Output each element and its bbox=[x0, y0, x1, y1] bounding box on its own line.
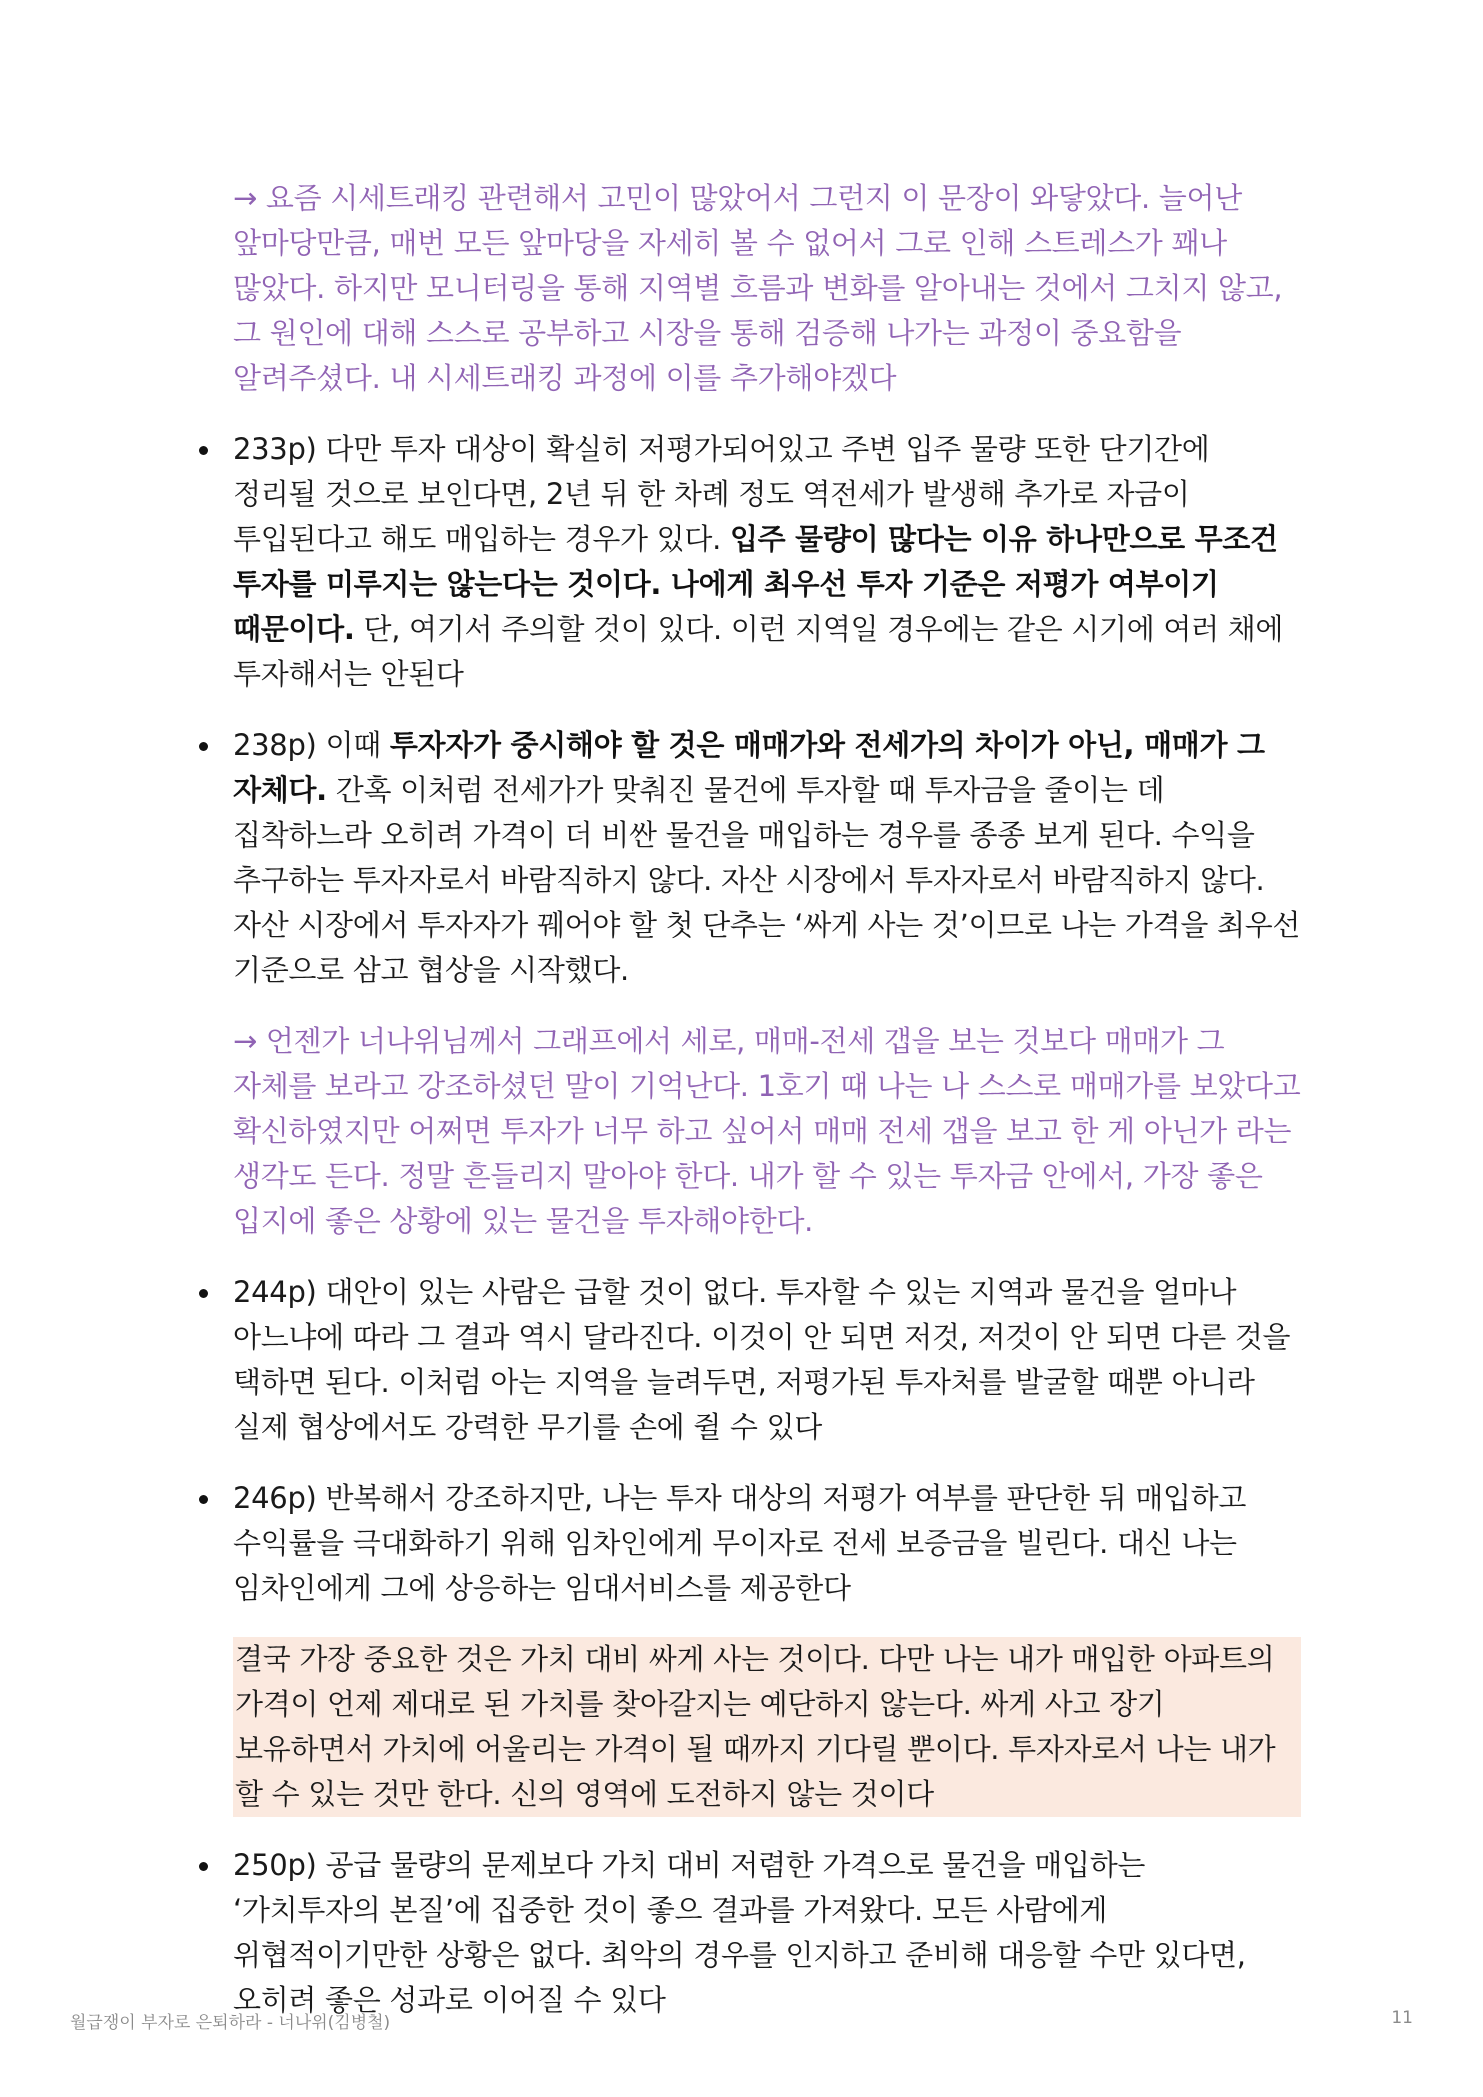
bullet-item-246p bbox=[233, 1476, 1301, 1611]
reflection-note-1: → 요즘 시세트래킹 관련해서 고민이 많았어서 그런지 이 문장이 와닿았다. 늘어난 앞마당만큼, 매번 모든 앞마당을 자세히 볼 수 없어서 그로 인해 스트레스가 꽤나 많았다. 하지만 모니터링을 통해 지역별 흐름과 변화를 알아내는 것에서 그치지 않고, 그 원인에 대해 스스로 공부하고 시장을 통해 검증해 나가는 과정이 중요함을 알려주셨다. 내 시세트래킹 과정에 이를 추가해야겠다 bbox=[233, 181, 1283, 395]
bullet-dot-icon bbox=[199, 742, 208, 751]
bullet-bold-text: 투자자가 중시해야 할 것은 매매가와 전세가의 차이가 아닌, 매매가 그 자체다. bbox=[233, 728, 1265, 807]
footer-page-number: 11 bbox=[1391, 2008, 1413, 2028]
highlighted-quote: 결국 가장 중요한 것은 가치 대비 싸게 사는 것이다. 다만 나는 내가 매입한 아파트의 가격이 언제 제대로 된 가치를 찾아갈지는 예단하지 않는다. 싸게 사고 장기 보유하면서 가치에 어울리는 가격이 될 때까지 기다릴 뿐이다. 투자자로서 나는 내가 할 수 있는 것만 한다. 신의 영역에 도전하지 않는 것이다 bbox=[233, 1637, 1301, 1817]
page-content bbox=[233, 176, 1301, 2049]
bullet-text: 246p) 반복해서 강조하지만, 나는 투자 대상의 저평가 여부를 판단한 뒤 매입하고 수익률을 극대화하기 위해 임차인에게 무이자로 전세 보증금을 빌린다. 대신 나는 임차인에게 그에 상응하는 임대서비스를 제공한다 bbox=[233, 1481, 1247, 1605]
bullet-text: 233p) 다만 투자 대상이 확실히 저평가되어있고 주변 입주 물량 또한 단기간에 정리될 것으로 보인다면, 2년 뒤 한 차례 정도 역전세가 발생해 추가로 자금이 투입된다고 해도 매입하는 경우가 있다. bbox=[233, 432, 1210, 556]
reflection-note-2: → 언젠가 너나위님께서 그래프에서 세로, 매매-전세 갭을 보는 것보다 매매가 그 자체를 보라고 강조하셨던 말이 기억난다. 1호기 때 나는 나 스스로 매매가를 보았다고 확신하였지만 어쩌면 투자가 너무 하고 싶어서 매매 전세 갭을 보고 한 게 아닌가 라는 생각도 든다. 정말 흔들리지 말아야 한다. 내가 할 수 있는 투자금 안에서, 가장 좋은 입지에 좋은 상황에 있는 물건을 투자해야한다. bbox=[233, 1024, 1301, 1238]
bullet-text-after: 간혹 이처럼 전세가가 맞춰진 물건에 투자할 때 투자금을 줄이는 데 집착하느라 오히려 가격이 더 비싼 물건을 매입하는 경우를 종종 보게 된다. 수익을 추구하는 투자자로서 바람직하지 않다. 자산 시장에서 투자자로서 바람직하지 않다. 자산 시장에서 투자자가 꿰어야 할 첫 단추는 ‘싸게 사는 것’이므로 나는 가격을 최우선 기준으로 삼고 협상을 시작했다. bbox=[233, 773, 1301, 987]
bullet-item-250p bbox=[233, 1843, 1301, 2023]
bullet-dot-icon bbox=[199, 446, 208, 455]
bullet-item-233p bbox=[233, 427, 1301, 697]
bullet-text: 238p) 이때 bbox=[233, 728, 390, 762]
bullet-dot-icon bbox=[199, 1289, 208, 1298]
bullet-text: 250p) 공급 물량의 문제보다 가치 대비 저렴한 가격으로 물건을 매입하는 ‘가치투자의 본질’에 집중한 것이 좋으 결과를 가져왔다. 모든 사람에게 위협적이기만한 상황은 없다. 최악의 경우를 인지하고 준비해 대응할 수만 있다면, 오히려 좋은 성과로 이어질 수 있다 bbox=[233, 1848, 1246, 2017]
bullet-text-after: 단, 여기서 주의할 것이 있다. 이런 지역일 경우에는 같은 시기에 여러 채에 투자해서는 안된다 bbox=[233, 612, 1284, 691]
bullet-item-244p bbox=[233, 1270, 1301, 1450]
bullet-item-238p bbox=[233, 723, 1301, 993]
bullet-bold-text: 입주 물량이 많다는 이유 하나만으로 무조건 투자를 미루지는 않는다는 것이다. 나에게 최우선 투자 기준은 저평가 여부이기 때문이다. bbox=[233, 522, 1278, 646]
bullet-text: 244p) 대안이 있는 사람은 급할 것이 없다. 투자할 수 있는 지역과 물건을 얼마나 아느냐에 따라 그 결과 역시 달라진다. 이것이 안 되면 저것, 저것이 안 되면 다른 것을 택하면 된다. 이처럼 아는 지역을 늘려두면, 저평가된 투자처를 발굴할 때뿐 아니라 실제 협상에서도 강력한 무기를 손에 쥘 수 있다 bbox=[233, 1275, 1291, 1444]
bullet-dot-icon bbox=[199, 1862, 208, 1871]
footer-book-title: 월급쟁이 부자로 은퇴하라 - 너나위(김병철) bbox=[70, 2013, 391, 2033]
bullet-dot-icon bbox=[199, 1495, 208, 1504]
